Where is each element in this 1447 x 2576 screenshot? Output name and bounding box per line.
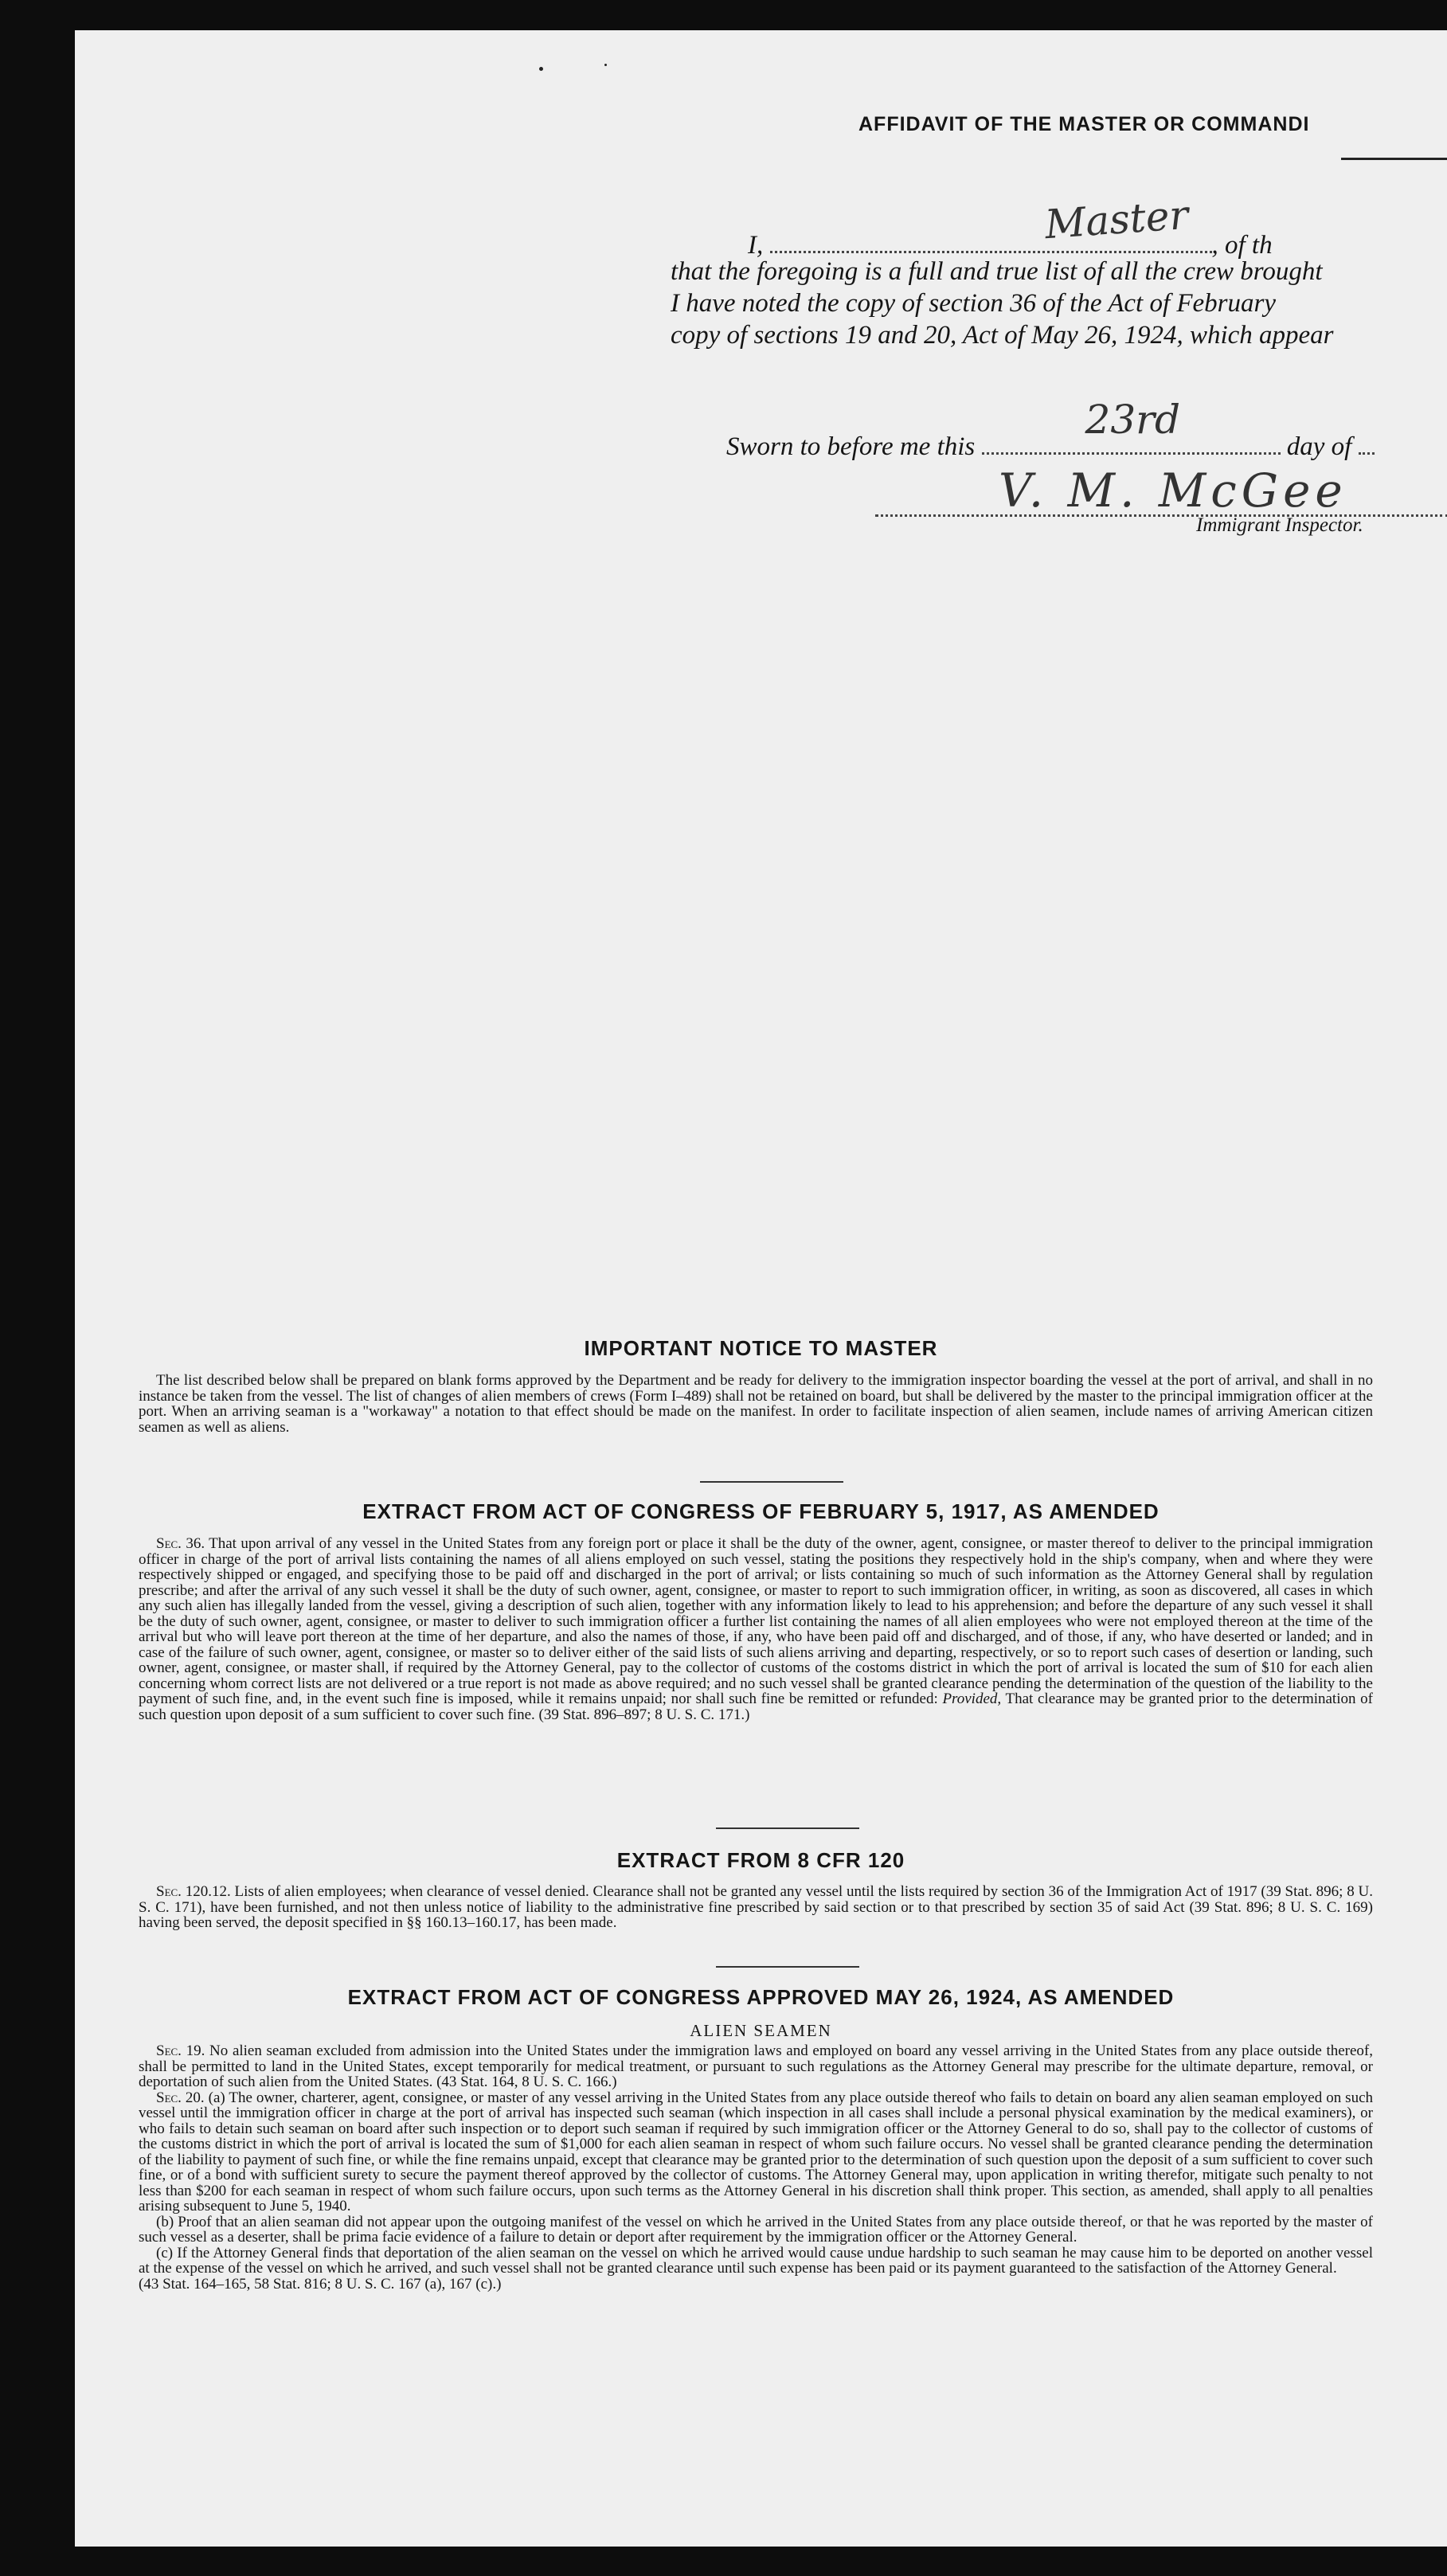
- master-signature-field: [770, 191, 1212, 253]
- section-separator: [716, 1966, 859, 1968]
- sworn-line: [726, 397, 1375, 462]
- day-of-label: day of: [1286, 432, 1352, 461]
- sec-36-label: Sec. 36.: [156, 1535, 205, 1552]
- sec-20b-paragraph: (b) Proof that an alien seaman did not appear upon the outgoing manifest of the vessel on which he arrived in the United States from any place outside thereof, or that he was reported by the master of such vessel as a deserter, shall be prima facie evidence of a failure to detain or deport after requirement by the immigration officer or the Attorney General.: [139, 2213, 1373, 2246]
- section-separator: [716, 1827, 859, 1829]
- master-signature: Master: [1042, 191, 1190, 248]
- sec-20a-text: (a) The owner, charterer, agent, consignee, or master of any vessel arriving in the United States from any place outside thereof who fails to detain on board any alien seaman employed on such vessel until the immigration officer in charge at the port of arrival has inspected such seaman (which inspection in all cases shall include a personal physical examination by the medical examiners), or who fails to detain such seaman on board after such inspection or to deport such seaman if required by such immigration officer or the Attorney General to do so, shall pay to the collector of customs of the customs district in which the port of arrival is located the sum of $1,000 for each alien seaman in respect of whom such failure occurs. No vessel shall be granted clearance pending the determination of the liability to payment of such fine, or while the fine remains unpaid, except that clearance may be granted prior to the determination of such question upon the deposit of a sum sufficient to cover such fine, or of a bond with sufficient surety to secure the payment thereof approved by the collector of customs. The Attorney General may, upon application in writing therefor, mitigate such penalty to not less than $200 for each seaman in respect of whom such failure occurs, upon such terms as the Attorney General in his discretion shall think proper. This section, as amended, shall apply to all penalties arising subsequent to June 5, 1940.: [139, 2089, 1374, 2214]
- sec-20c-paragraph: (c) If the Attorney General finds that deportation of the alien seaman on the vessel on which he arrived would cause undue hardship to such seaman he may cause him to be deported on another vessel at the expense of the vessel on which he arrived, and such vessel shall not be granted clearance until such expense has been paid or its payment guaranteed to the satisfaction of the Attorney General.: [139, 2244, 1373, 2277]
- sec-120-text: Lists of alien employees; when clearance of vessel denied. Clearance shall not be granted any vessel until the lists required by section 36 of the Immigration Act of 1917 (39 Stat. 896; 8 U. S. C. 171), have been furnished, and not then unless notice of liability to the administrative fine prescribed by said section or to that prescribed by section 35 of said Act (39 Stat. 896; 8 U. S. C. 169) having been served, the deposit specified in §§ 160.13–160.17, has been made.: [139, 1883, 1373, 1931]
- affidavit-i-label: I,: [748, 231, 764, 260]
- alien-seamen-subtitle: ALIEN SEAMEN: [690, 2021, 832, 2040]
- immigrant-inspector-label: Immigrant Inspector.: [1196, 514, 1363, 536]
- affidavit-line-2: that the foregoing is a full and true list of all the crew brought: [671, 257, 1323, 286]
- scan-speck: [539, 67, 543, 71]
- extract-1924-title: EXTRACT FROM ACT OF CONGRESS APPROVED MAY 26, 1924, AS AMENDED: [347, 1985, 1175, 2009]
- document-page: [75, 30, 1447, 2547]
- notice-paragraph: The list described below shall be prepared on blank forms approved by the Department and be ready for delivery to the immigration inspector boarding the vessel at the port of arrival, and shall in no instance be taken from the vessel. The list of changes of alien members of crews (Form I–489) shall not be retained on board, but shall be delivered by the master to the principal immigration officer at the port. When an arriving seaman is a "workaway" a notation to that effect should be made on the manifest. In order to facilitate inspection of alien seamen, include names of arriving American citizen seamen as well as aliens.: [139, 1372, 1373, 1436]
- extract-1924-body: [139, 2043, 1373, 2292]
- month-field: [1359, 428, 1375, 455]
- sec-20-citation: (43 Stat. 164–165, 58 Stat. 816; 8 U. S. C. 167 (a), 167 (c).): [139, 2275, 502, 2293]
- affidavit-line-1: [748, 191, 1273, 260]
- sworn-day-field: [982, 397, 1281, 455]
- extract-cfr-title: EXTRACT FROM 8 CFR 120: [616, 1848, 905, 1872]
- sec-19-paragraph: [139, 2043, 1373, 2090]
- affidavit-line-3: I have noted the copy of section 36 of the Act of February: [671, 289, 1277, 318]
- inspector-signature-line: [875, 463, 1447, 518]
- affidavit-rule: [1341, 158, 1447, 160]
- affidavit-title: AFFIDAVIT OF THE MASTER OR COMMANDI: [858, 113, 1310, 135]
- sec-36-end: That clearance may be granted prior to the determination of such question upon deposit of a sum sufficient to cover such fine. (39 Stat. 896–897; 8 U. S. C. 171.): [139, 1691, 1373, 1723]
- notice-body: [139, 1373, 1373, 1435]
- extract-1917-title: EXTRACT FROM ACT OF CONGRESS OF FEBRUARY 5, 1917, AS AMENDED: [362, 1499, 1160, 1523]
- scan-speck: [604, 64, 607, 66]
- sec-120-label: Sec. 120.12.: [156, 1883, 231, 1900]
- section-separator: [700, 1481, 843, 1483]
- affidavit-line-4: copy of sections 19 and 20, Act of May 26, 1924, which appear: [671, 321, 1334, 350]
- affidavit-line-1-suffix: , of th: [1211, 231, 1273, 260]
- sec-19-text: No alien seaman excluded from admission into the United States under the immigration laws and employed on board any vessel arriving in the United States from any place outside thereof, shall be permitted to land in the United States, except temporarily for medical treatment, or pursuant to such regulations as the Attorney General may prescribe for the ultimate departure, removal, or deportation of such alien from the United States. (43 Stat. 164, 8 U. S. C. 166.): [139, 2042, 1373, 2090]
- proviso-word: Provided,: [942, 1691, 1002, 1707]
- sec-20a-paragraph: [139, 2090, 1373, 2214]
- sec-36-text: That upon arrival of any vessel in the United States from any foreign port or place it shall be the duty of the owner, agent, consignee, or master thereof to deliver to the principal immigration officer in charge of the port of arrival lists containing the names of all aliens employed on such vessel, stating the positions they respectively hold in the ship's company, when and where they were respectively shipped or engaged, and specifying those to be paid off and discharged in the port of arrival; or lists containing so much of such information as the Attorney General shall by regulation prescribe; and after the arrival of any such vessel it shall be the duty of such owner, agent, consignee, or master to report to such immigration officer, in writing, as soon as discovered, all cases in which any such alien has illegally landed from the vessel, giving a description of such alien, together with any information likely to lead to his apprehension; and before the departure of any such vessel it shall be the duty of such owner, agent, consignee, or master to deliver to such immigration officer a further list containing the names of all alien employees who were not employed thereon at the time of the arrival but who will leave port thereon at the time of her departure, and also the names of those, if any, who have been paid off and discharged, and of those, if any, who have deserted or landed; and in case of the failure of such owner, agent, consignee, or master so to deliver either of the said lists of such aliens arriving and departing, respectively, or so to report such cases of desertion or landing, such owner, agent, consignee, or master shall, if required by the Attorney General, pay to the collector of customs of the costoms district in which the port of arrival is located the sum of $10 for each alien concerning whom correct lists are not delivered or a true report is not made as above required; and no such vessel shall be granted clearance pending the determination of the question of the liability to the payment of such fine, and, in the event such fine is imposed, while it remains unpaid; nor shall such fine be remitted or refunded:: [139, 1535, 1373, 1707]
- inspector-signature: V. M. McGee: [999, 463, 1347, 518]
- sec-120-paragraph: [139, 1884, 1373, 1931]
- sec-19-label: Sec. 19.: [156, 2042, 205, 2059]
- sec-36-paragraph: [139, 1536, 1373, 1722]
- notice-title: IMPORTANT NOTICE TO MASTER: [584, 1336, 938, 1360]
- sworn-day: 23rd: [1085, 397, 1181, 443]
- sworn-label: Sworn to before me this: [726, 432, 976, 461]
- extract-cfr-body: [139, 1884, 1373, 1931]
- sec-20-label: Sec. 20.: [156, 2089, 205, 2106]
- extract-1917-body: [139, 1536, 1373, 1722]
